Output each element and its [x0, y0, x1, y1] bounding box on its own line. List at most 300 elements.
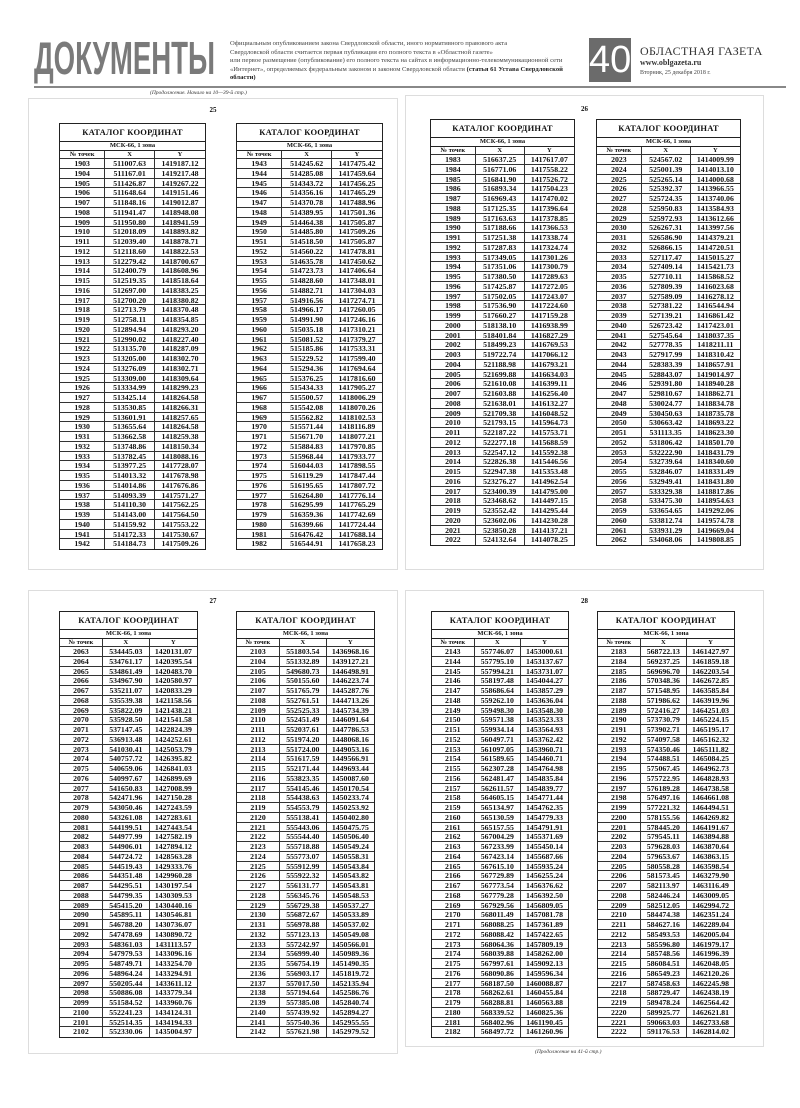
x-coordinate-cell: 556999.40 [280, 949, 327, 958]
x-coordinate-cell: 562611.57 [475, 784, 522, 793]
x-coordinate-cell: 516637.25 [476, 155, 525, 164]
point-number-cell: 2049 [597, 409, 642, 418]
point-number-cell: 1984 [431, 165, 476, 174]
table-row [237, 374, 382, 384]
point-number-cell: 1921 [60, 335, 105, 344]
table-title: КАТАЛОГ КООРДИНАТ [60, 124, 205, 142]
table-row [60, 774, 197, 784]
x-coordinate-cell: 585493.53 [641, 930, 688, 939]
y-coordinate-cell: 1462994.72 [692, 900, 730, 910]
table-title: КАТАЛОГ КООРДИНАТ [431, 120, 574, 138]
table-row [431, 340, 574, 350]
website-link[interactable]: www.oblgazeta.ru [640, 58, 702, 67]
y-coordinate-cell: 1453762.42 [526, 734, 564, 744]
table-row [60, 315, 205, 325]
point-number-cell: 2020 [431, 516, 476, 525]
table-row [237, 940, 374, 950]
y-coordinate-cell: 1465084.25 [692, 754, 730, 763]
table-row [431, 214, 574, 224]
coordinate-catalog-table [59, 123, 206, 550]
y-coordinate-cell: 1464269.82 [692, 812, 730, 822]
y-coordinate-cell: 1419012.87 [161, 198, 199, 207]
y-coordinate-cell: 1463863.15 [692, 851, 730, 861]
x-coordinate-cell: 527710.11 [642, 272, 691, 281]
y-coordinate-cell: 1414795.00 [530, 486, 568, 496]
point-number-cell: 1972 [237, 442, 282, 451]
x-coordinate-cell: 559262.10 [475, 696, 522, 705]
y-coordinate-cell: 1417338.74 [530, 233, 568, 242]
point-number-cell: 2218 [598, 988, 641, 997]
x-coordinate-cell: 528383.39 [642, 360, 691, 369]
table-row [597, 428, 740, 438]
table-row [237, 901, 374, 911]
y-coordinate-cell: 1452894.27 [331, 1007, 369, 1017]
point-number-cell: 2130 [237, 910, 280, 919]
y-coordinate-cell: 1450543.84 [331, 861, 369, 871]
y-coordinate-cell: 1414497.15 [530, 496, 568, 505]
x-coordinate-cell: 551803.54 [280, 647, 327, 656]
table-row [598, 676, 734, 686]
table-row [432, 647, 568, 657]
x-coordinate-cell: 515294.36 [282, 364, 332, 373]
y-coordinate-cell: 1450253.92 [331, 803, 369, 812]
x-coordinate-cell: 568088.42 [475, 930, 522, 939]
point-number-cell: 1960 [237, 325, 282, 334]
point-number-cell: 2200 [598, 813, 641, 822]
table-row [598, 764, 734, 774]
y-coordinate-cell: 1452955.55 [331, 1017, 369, 1027]
point-number-cell: 2037 [597, 292, 642, 301]
point-number-cell: 2035 [597, 272, 642, 281]
table-row [237, 832, 374, 842]
table-row [432, 969, 568, 979]
x-coordinate-cell: 551332.89 [280, 657, 327, 666]
point-number-cell: 1997 [431, 292, 476, 301]
table-row [431, 389, 574, 399]
table-row [432, 1008, 568, 1018]
x-coordinate-cell: 513309.00 [105, 374, 155, 383]
point-number-cell: 1965 [237, 374, 282, 383]
table-row [598, 706, 734, 716]
x-coordinate-cell: 514172.33 [105, 530, 155, 539]
x-coordinate-cell: 554438.63 [280, 793, 327, 802]
x-coordinate-cell: 544295.51 [103, 881, 150, 890]
y-coordinate-cell: 1450548.53 [331, 890, 369, 900]
x-coordinate-cell: 525392.37 [642, 184, 691, 193]
y-coordinate-cell: 1453564.93 [526, 725, 564, 734]
table-row [237, 461, 382, 471]
point-number-cell: 1962 [237, 344, 282, 353]
table-row [237, 920, 374, 930]
x-coordinate-cell: 565134.97 [475, 803, 522, 812]
y-coordinate-cell: 1416827.29 [530, 330, 568, 340]
y-coordinate-cell: 1418302.70 [161, 354, 199, 363]
x-coordinate-cell: 515081.52 [282, 335, 332, 344]
point-number-cell: 2067 [60, 686, 103, 695]
y-coordinate-cell: 1417304.03 [338, 285, 376, 295]
x-coordinate-cell: 574488.51 [641, 754, 688, 763]
x-coordinate-cell: 540997.67 [103, 774, 150, 783]
point-number-cell: 1938 [60, 500, 105, 509]
page-number: 28 [581, 597, 588, 605]
x-coordinate-cell: 569237.25 [641, 657, 688, 666]
y-coordinate-cell: 1417571.27 [161, 490, 199, 500]
y-coordinate-cell: 1430546.81 [154, 910, 192, 919]
x-coordinate-cell: 535928.50 [103, 715, 150, 724]
y-coordinate-cell: 1460563.88 [526, 998, 564, 1007]
point-number-cell: 1946 [237, 188, 282, 197]
y-coordinate-cell: 1462351.24 [692, 910, 730, 919]
table-row [598, 784, 734, 794]
newspaper-name: ОБЛАСТНАЯ ГАЗЕТА [640, 44, 763, 58]
point-number-cell: 2097 [60, 979, 103, 988]
table-row [60, 696, 197, 706]
table-row [598, 998, 734, 1008]
point-number-cell: 2070 [60, 715, 103, 724]
table-row [237, 276, 382, 286]
y-coordinate-cell: 1414009.99 [696, 155, 734, 164]
x-coordinate-cell: 557385.08 [280, 998, 327, 1007]
y-coordinate-cell: 1417274.71 [338, 295, 376, 305]
x-coordinate-cell: 533329.38 [642, 487, 691, 496]
x-coordinate-cell: 543261.08 [103, 813, 150, 822]
table-row [60, 452, 205, 462]
table-row [237, 1027, 374, 1037]
table-row [237, 1018, 374, 1028]
y-coordinate-cell: 1417765.29 [338, 500, 376, 509]
y-coordinate-cell: 1419187.12 [161, 159, 199, 168]
y-coordinate-cell: 1463919.96 [692, 695, 730, 705]
x-coordinate-cell: 516359.36 [282, 510, 332, 519]
x-coordinate-cell: 535822.09 [103, 706, 150, 715]
point-number-cell: 2016 [431, 477, 476, 486]
table-row [432, 686, 568, 696]
point-number-cell: 1977 [237, 491, 282, 500]
x-coordinate-cell: 533931.29 [642, 526, 691, 535]
point-number-cell: 1990 [431, 223, 476, 232]
x-coordinate-cell: 512758.11 [105, 315, 155, 324]
x-coordinate-cell: 517502.05 [476, 292, 525, 301]
point-number-cell: 2114 [237, 754, 280, 763]
y-coordinate-cell: 1417553.22 [161, 519, 199, 529]
table-row [60, 823, 197, 833]
x-coordinate-cell: 512400.79 [105, 266, 155, 275]
point-number-cell: 2107 [237, 686, 280, 695]
point-number-cell: 1912 [60, 247, 105, 256]
y-coordinate-cell: 1419217.48 [161, 168, 199, 178]
point-number-cell: 1993 [431, 253, 476, 262]
x-coordinate-cell: 536913.48 [103, 735, 150, 744]
x-coordinate-cell: 521610.08 [476, 379, 525, 388]
point-number-cell: 2063 [60, 647, 103, 656]
point-number-cell: 1943 [237, 159, 282, 168]
table-row [60, 920, 197, 930]
point-number-cell: 2086 [60, 871, 103, 880]
column-header: X [476, 147, 525, 154]
point-number-cell: 2023 [597, 155, 642, 164]
y-coordinate-cell: 1417406.64 [338, 266, 376, 275]
table-row [60, 745, 197, 755]
x-coordinate-cell: 512713.79 [105, 305, 155, 314]
table-row [598, 1008, 734, 1018]
y-coordinate-cell: 1415421.73 [696, 262, 734, 271]
table-row [237, 910, 374, 920]
x-coordinate-cell: 567729.89 [475, 871, 522, 880]
point-number-cell: 2195 [598, 764, 641, 773]
column-header: Y [712, 147, 718, 154]
point-number-cell: 2096 [60, 969, 103, 978]
table-row [237, 266, 382, 276]
y-coordinate-cell: 1452840.74 [331, 998, 369, 1007]
table-row [237, 813, 374, 823]
x-coordinate-cell: 514635.78 [282, 257, 332, 266]
table-row [237, 930, 374, 940]
y-coordinate-cell: 1433779.34 [154, 988, 192, 997]
x-coordinate-cell: 551584.52 [103, 998, 150, 1007]
x-coordinate-cell: 515185.86 [282, 344, 332, 353]
x-coordinate-cell: 518138.10 [476, 321, 525, 330]
point-number-cell: 1954 [237, 266, 282, 275]
column-header: Y [177, 151, 183, 158]
y-coordinate-cell: 1433611.12 [155, 978, 192, 988]
x-coordinate-cell: 511167.01 [105, 169, 155, 178]
y-coordinate-cell: 1457361.89 [526, 920, 564, 929]
point-number-cell: 2111 [237, 725, 280, 734]
y-coordinate-cell: 1460088.87 [526, 978, 564, 988]
x-coordinate-cell: 512118.60 [105, 247, 155, 256]
point-number-cell: 2179 [432, 998, 475, 1007]
x-coordinate-cell: 514464.38 [282, 218, 332, 227]
y-coordinate-cell: 1419267.22 [161, 178, 199, 188]
x-coordinate-cell: 534861.49 [103, 667, 150, 676]
table-row [237, 315, 382, 325]
legal-line: Свердловской области считается первая публикация его полного текста в «Областной газете» [230, 48, 493, 56]
point-number-cell: 1947 [237, 198, 282, 207]
x-coordinate-cell: 544519.43 [103, 862, 150, 871]
point-number-cell: 2055 [597, 467, 642, 476]
table-row [237, 735, 374, 745]
x-coordinate-cell: 513276.09 [105, 364, 155, 373]
y-coordinate-cell: 1464191.67 [692, 822, 730, 832]
point-number-cell: 2181 [432, 1018, 475, 1027]
point-number-cell: 2123 [237, 842, 280, 851]
y-coordinate-cell: 1418501.70 [696, 437, 734, 447]
table-row [237, 803, 374, 813]
x-coordinate-cell: 553823.35 [280, 774, 327, 783]
y-coordinate-cell: 1462733.68 [692, 1017, 730, 1027]
y-coordinate-cell: 1415688.59 [530, 437, 568, 447]
table-row [432, 1027, 568, 1037]
y-coordinate-cell: 1417676.86 [161, 480, 199, 490]
point-number-cell: 2124 [237, 852, 280, 861]
y-coordinate-cell: 1417246.16 [338, 315, 376, 324]
column-header: Y [546, 147, 552, 154]
point-number-cell: 2115 [237, 764, 280, 773]
y-coordinate-cell: 1417348.01 [338, 276, 376, 285]
table-row [431, 467, 574, 477]
point-number-cell: 2109 [237, 706, 280, 715]
point-number-cell: 1929 [60, 413, 105, 422]
x-coordinate-cell: 550205.44 [103, 979, 150, 988]
x-coordinate-cell: 514966.17 [282, 305, 332, 314]
x-coordinate-cell: 518401.84 [476, 331, 525, 340]
table-row [598, 774, 734, 784]
y-coordinate-cell: 1413584.93 [696, 203, 734, 213]
table-row [432, 901, 568, 911]
point-number-cell: 1978 [237, 500, 282, 509]
table-row [237, 657, 374, 667]
x-coordinate-cell: 521188.98 [476, 360, 525, 369]
table-row [60, 413, 205, 423]
x-coordinate-cell: 527381.22 [642, 301, 691, 310]
y-coordinate-cell: 1464738.58 [692, 783, 730, 793]
x-coordinate-cell: 517536.90 [476, 301, 525, 310]
point-number-cell: 2173 [432, 940, 475, 949]
x-coordinate-cell: 556131.77 [280, 881, 327, 890]
y-coordinate-cell: 1417505.87 [338, 217, 376, 227]
x-coordinate-cell: 515434.33 [282, 383, 332, 392]
x-coordinate-cell: 533654.65 [642, 506, 691, 515]
page-number: 25 [209, 106, 217, 114]
y-coordinate-cell: 1418834.78 [696, 398, 734, 408]
point-number-cell: 1918 [60, 305, 105, 314]
table-row [598, 832, 734, 842]
x-coordinate-cell: 556754.19 [280, 959, 327, 968]
table-row [237, 247, 382, 257]
y-coordinate-cell: 1439127.21 [331, 656, 369, 666]
y-coordinate-cell: 1463279.90 [692, 871, 730, 880]
table-row [60, 325, 205, 335]
x-coordinate-cell: 552330.06 [103, 1027, 150, 1037]
point-number-cell: 2046 [597, 379, 642, 388]
x-coordinate-cell: 552514.35 [103, 1018, 150, 1027]
x-coordinate-cell: 534967.90 [103, 676, 150, 685]
table-row [60, 686, 197, 696]
y-coordinate-cell: 1417224.60 [530, 301, 568, 310]
table-title: КАТАЛОГ КООРДИНАТ [60, 612, 197, 630]
y-coordinate-cell: 1456809.05 [526, 900, 564, 910]
x-coordinate-cell: 557194.64 [280, 988, 327, 997]
y-coordinate-cell: 1426899.69 [154, 773, 192, 783]
y-coordinate-cell: 1450549.24 [331, 842, 369, 851]
point-number-cell: 2062 [597, 535, 642, 545]
column-header: Y [542, 639, 547, 646]
point-number-cell: 1980 [237, 520, 282, 529]
point-number-cell: 2113 [237, 745, 280, 754]
table-row [60, 647, 197, 657]
point-number-cell: 2038 [597, 301, 642, 310]
point-number-cell: 2142 [237, 1027, 280, 1037]
point-number-cell: 2044 [597, 360, 642, 369]
point-number-cell: 2171 [432, 920, 475, 929]
y-coordinate-cell: 1415446.56 [530, 457, 568, 466]
x-coordinate-cell: 572416.27 [641, 706, 688, 715]
table-row [60, 218, 205, 228]
point-number-cell: 1907 [60, 198, 105, 207]
y-coordinate-cell: 1462621.81 [692, 1007, 730, 1017]
point-number-cell: 2117 [237, 784, 280, 793]
table-row [432, 949, 568, 959]
table-subtitle: МСК-66, 1 зона [431, 138, 574, 147]
x-coordinate-cell: 548361.03 [103, 940, 150, 949]
y-coordinate-cell: 1417300.79 [530, 262, 568, 271]
y-coordinate-cell: 1418735.78 [696, 408, 734, 418]
x-coordinate-cell: 567779.28 [475, 891, 522, 900]
table-subtitle: МСК-66, 1 зона [60, 142, 205, 151]
y-coordinate-cell: 1419014.97 [696, 369, 734, 379]
table-row [432, 764, 568, 774]
y-coordinate-cell: 1444713.26 [331, 695, 369, 705]
table-row [431, 487, 574, 497]
x-coordinate-cell: 568090.86 [475, 969, 522, 978]
point-number-cell: 1905 [60, 179, 105, 188]
table-row [60, 530, 205, 540]
point-number-cell: 1923 [60, 354, 105, 363]
point-number-cell: 2121 [237, 823, 280, 832]
table-row [237, 667, 374, 677]
table-row [237, 871, 374, 881]
table-header-row [431, 147, 574, 155]
legal-bold: (статья 61 Устава Свердловской области) [230, 65, 563, 82]
coordinate-catalog-table [431, 611, 569, 1038]
x-coordinate-cell: 513334.99 [105, 383, 155, 392]
x-coordinate-cell: 511648.64 [105, 188, 155, 197]
y-coordinate-cell: 1417933.77 [338, 451, 376, 461]
table-row [60, 383, 205, 393]
x-coordinate-cell: 526866.15 [642, 243, 691, 252]
y-coordinate-cell: 1460825.36 [526, 1007, 564, 1017]
y-coordinate-cell: 1455450.14 [526, 842, 564, 851]
x-coordinate-cell: 555912.99 [280, 862, 327, 871]
table-row [597, 370, 740, 380]
x-coordinate-cell: 531806.42 [642, 438, 691, 447]
table-row [431, 223, 574, 233]
x-coordinate-cell: 557746.07 [475, 647, 522, 656]
point-number-cell: 1936 [60, 481, 105, 490]
x-coordinate-cell: 552525.33 [280, 706, 327, 715]
y-coordinate-cell: 1463894.88 [692, 832, 730, 841]
y-coordinate-cell: 1417243.07 [530, 291, 568, 301]
y-coordinate-cell: 1418657.91 [696, 359, 734, 369]
y-coordinate-cell: 1454771.44 [526, 793, 564, 802]
y-coordinate-cell: 1427443.54 [154, 822, 192, 832]
table-row [60, 1018, 197, 1028]
point-number-cell: 1919 [60, 315, 105, 324]
y-coordinate-cell: 1427283.61 [154, 812, 192, 822]
point-number-cell: 2103 [237, 647, 280, 656]
table-row [432, 940, 568, 950]
point-number-cell: 1924 [60, 364, 105, 373]
point-number-cell: 2198 [598, 793, 641, 802]
point-number-cell: 2156 [432, 774, 475, 783]
y-coordinate-cell: 1417379.27 [338, 334, 376, 344]
coordinate-catalog-table [596, 119, 741, 546]
x-coordinate-cell: 514389.95 [282, 208, 332, 217]
y-coordinate-cell: 1428563.28 [154, 851, 192, 861]
x-coordinate-cell: 537147.45 [103, 725, 150, 734]
y-coordinate-cell: 1417526.72 [530, 174, 568, 184]
x-coordinate-cell: 515671.70 [282, 432, 332, 441]
table-row [237, 208, 382, 218]
y-coordinate-cell: 1416278.12 [696, 291, 734, 301]
y-coordinate-cell: 1462203.54 [692, 666, 730, 676]
table-row [237, 754, 374, 764]
table-row [597, 457, 740, 467]
table-row [60, 539, 205, 549]
y-coordinate-cell: 1417378.85 [530, 213, 568, 223]
x-coordinate-cell: 589925.77 [641, 1008, 688, 1017]
x-coordinate-cell: 549680.73 [280, 667, 327, 676]
